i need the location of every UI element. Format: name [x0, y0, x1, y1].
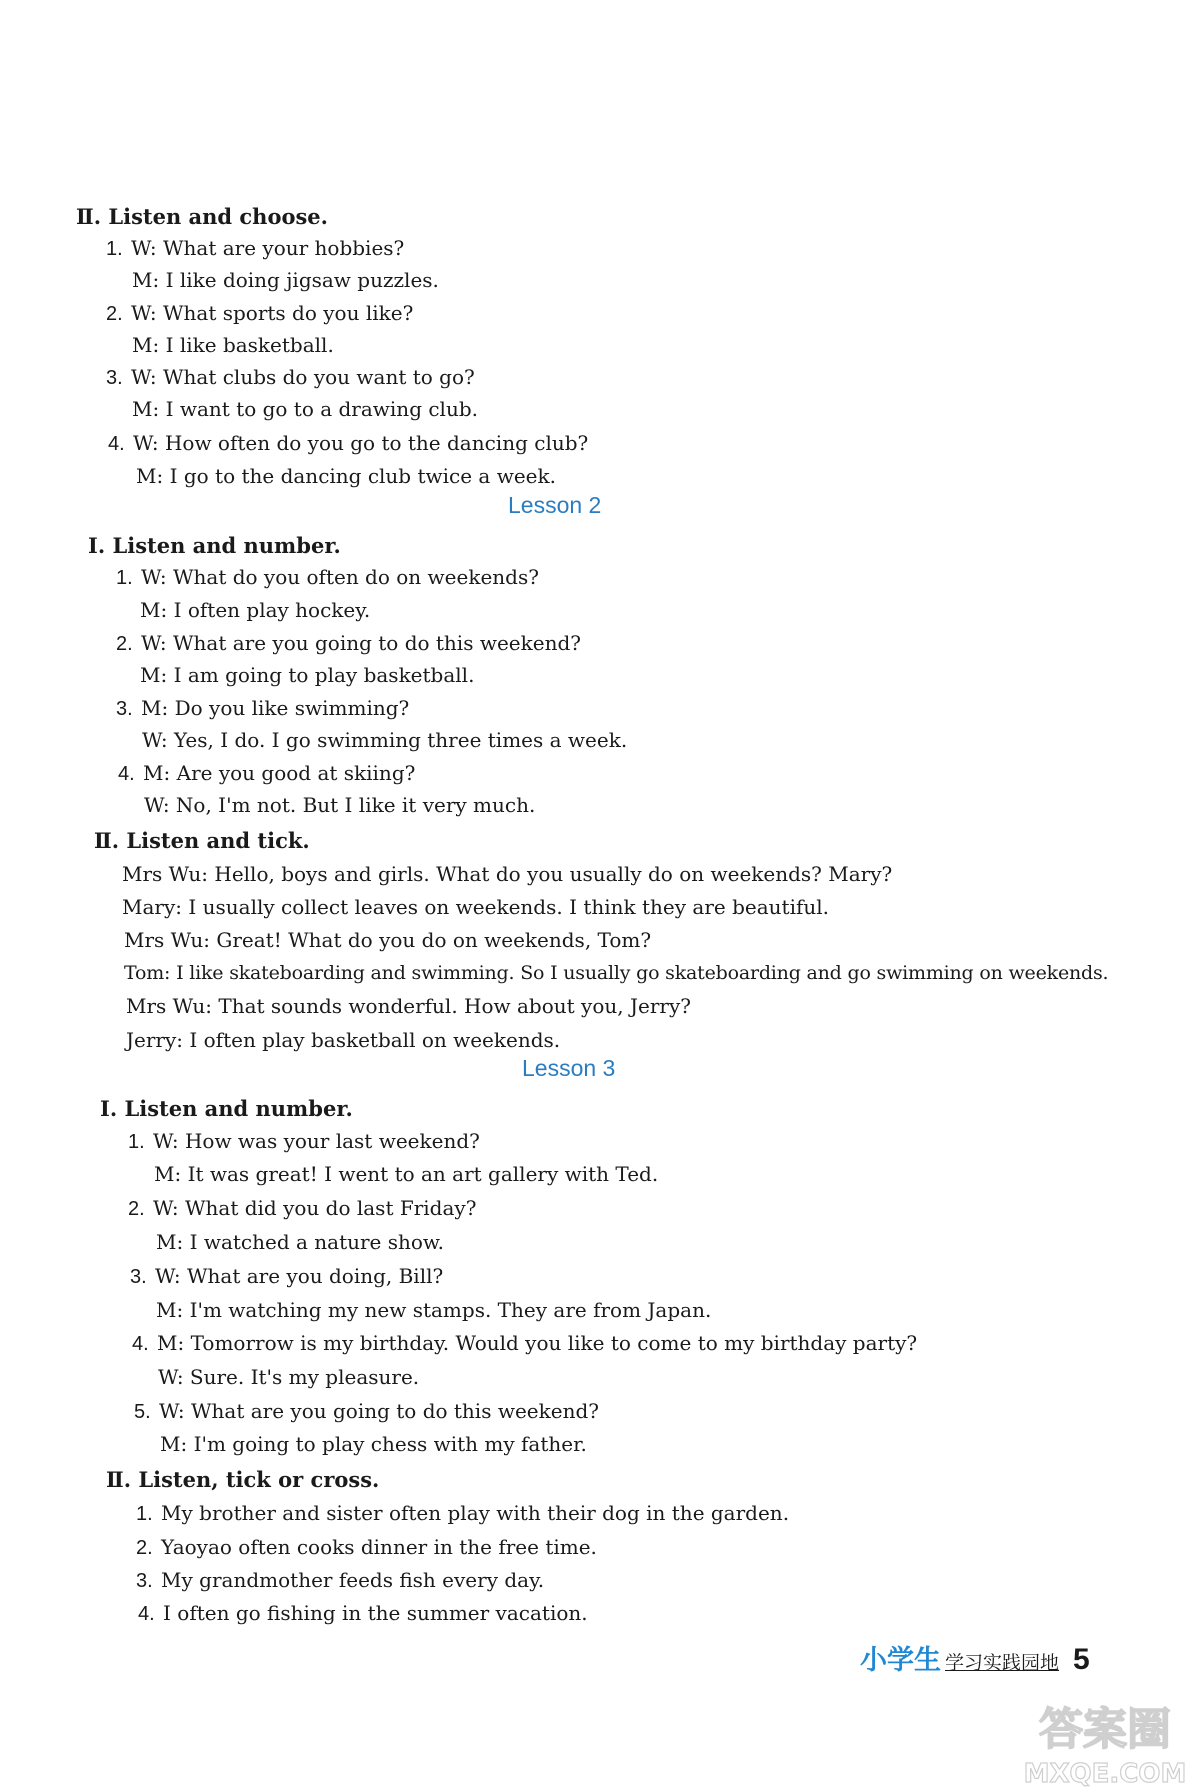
section-heading: Ⅱ. Listen, tick or cross.: [106, 1467, 380, 1492]
item-number: 1.: [106, 238, 123, 260]
dialog-text: W: How often do you go to the dancing club?: [133, 431, 589, 455]
dialog-text: M: Do you like swimming?: [141, 696, 410, 720]
item-number: 3.: [136, 1570, 153, 1592]
item-number: 2.: [106, 303, 123, 325]
dialog-line: [118, 760, 415, 787]
item-number: 1.: [128, 1131, 145, 1153]
dialog-line: Mrs Wu: That sounds wonderful. How about you, Jerry?: [126, 994, 691, 1018]
brand-logo: 小学生: [860, 1645, 941, 1676]
dialog-line: M: I want to go to a drawing club.: [132, 397, 478, 421]
item-number: 2.: [116, 633, 133, 655]
item-number: 3.: [130, 1266, 147, 1288]
dialog-line: [108, 430, 588, 457]
section-heading: Ⅱ. Listen and tick.: [94, 828, 310, 853]
watermark-text-top: 答案圈: [1039, 1704, 1171, 1755]
item-number: 3.: [106, 367, 123, 389]
dialog-text: W: How was your last weekend?: [153, 1129, 480, 1153]
dialog-text: W: What are your hobbies?: [131, 236, 405, 260]
dialog-line: [128, 1128, 480, 1155]
dialog-line: [106, 235, 404, 262]
brand-subtitle: 学习实践园地: [945, 1652, 1060, 1674]
dialog-line: Mrs Wu: Great! What do you do on weekends, Tom?: [124, 928, 652, 952]
item-number: 5.: [134, 1401, 151, 1423]
dialog-line: [116, 695, 409, 722]
dialog-line: Tom: I like skateboarding and swimming. So I usually go skateboarding and go swimming on weekends.: [124, 962, 1109, 984]
section-heading: Ⅰ. Listen and number.: [88, 533, 341, 558]
dialog-text: W: What do you often do on weekends?: [141, 565, 539, 589]
statement-line: [136, 1567, 544, 1594]
item-number: 2.: [136, 1537, 153, 1559]
dialog-line: [128, 1195, 476, 1222]
statement-text: I often go fishing in the summer vacation.: [163, 1601, 588, 1625]
dialog-line: [130, 1263, 443, 1290]
dialog-line: W: No, I'm not. But I like it very much.: [144, 793, 536, 817]
dialog-line: [106, 300, 413, 327]
dialog-text: W: What sports do you like?: [131, 301, 414, 325]
dialog-line: [116, 630, 581, 657]
page-number: 5: [1073, 1643, 1090, 1676]
statement-text: My brother and sister often play with their dog in the garden.: [161, 1501, 790, 1525]
watermark-logo: [1020, 1696, 1190, 1792]
dialog-line: M: I am going to play basketball.: [140, 663, 475, 687]
item-number: 3.: [116, 698, 133, 720]
dialog-text: M: Are you good at skiing?: [143, 761, 416, 785]
lesson-title: Lesson 3: [522, 1055, 616, 1081]
dialog-line: W: Yes, I do. I go swimming three times a week.: [142, 728, 628, 752]
statement-line: [136, 1500, 789, 1527]
item-number: 4.: [108, 433, 125, 455]
dialog-line: M: I like doing jigsaw puzzles.: [132, 268, 439, 292]
item-number: 4.: [132, 1333, 149, 1355]
dialog-line: [106, 364, 475, 391]
item-number: 4.: [138, 1603, 155, 1625]
dialog-text: W: What did you do last Friday?: [153, 1196, 477, 1220]
item-number: 2.: [128, 1198, 145, 1220]
dialog-line: [132, 1330, 917, 1357]
dialog-line: M: I watched a nature show.: [156, 1230, 445, 1254]
dialog-line: M: It was great! I went to an art gallery with Ted.: [154, 1162, 659, 1186]
statement-text: Yaoyao often cooks dinner in the free time.: [161, 1535, 597, 1559]
dialog-line: Mary: I usually collect leaves on weekends. I think they are beautiful.: [122, 895, 830, 919]
dialog-text: W: What clubs do you want to go?: [131, 365, 475, 389]
dialog-line: [134, 1398, 599, 1425]
statement-line: [138, 1600, 588, 1627]
dialog-line: W: Sure. It's my pleasure.: [158, 1365, 420, 1389]
item-number: 1.: [116, 567, 133, 589]
page-footer: [860, 1638, 1090, 1677]
section-heading: Ⅰ. Listen and number.: [100, 1096, 353, 1121]
dialog-text: W: What are you going to do this weekend?: [159, 1399, 599, 1423]
dialog-line: M: I often play hockey.: [140, 598, 371, 622]
dialog-line: Mrs Wu: Hello, boys and girls. What do you usually do on weekends? Mary?: [122, 862, 893, 886]
item-number: 4.: [118, 763, 135, 785]
dialog-line: [116, 564, 539, 591]
dialog-line: Jerry: I often play basketball on weekends.: [126, 1028, 561, 1052]
statement-text: My grandmother feeds fish every day.: [161, 1568, 545, 1592]
dialog-text: W: What are you doing, Bill?: [155, 1264, 444, 1288]
dialog-line: M: I like basketball.: [132, 333, 334, 357]
item-number: 1.: [136, 1503, 153, 1525]
section-heading: Ⅱ. Listen and choose.: [76, 204, 328, 229]
watermark-text-bottom: MXQE.COM: [1023, 1759, 1187, 1789]
dialog-text: M: Tomorrow is my birthday. Would you like to come to my birthday party?: [157, 1331, 918, 1355]
dialog-line: M: I'm watching my new stamps. They are from Japan.: [156, 1298, 712, 1322]
statement-line: [136, 1534, 597, 1561]
lesson-title: Lesson 2: [508, 492, 602, 518]
dialog-line: M: I go to the dancing club twice a week.: [136, 464, 556, 488]
dialog-line: M: I'm going to play chess with my father.: [160, 1432, 587, 1456]
dialog-text: W: What are you going to do this weekend?: [141, 631, 581, 655]
